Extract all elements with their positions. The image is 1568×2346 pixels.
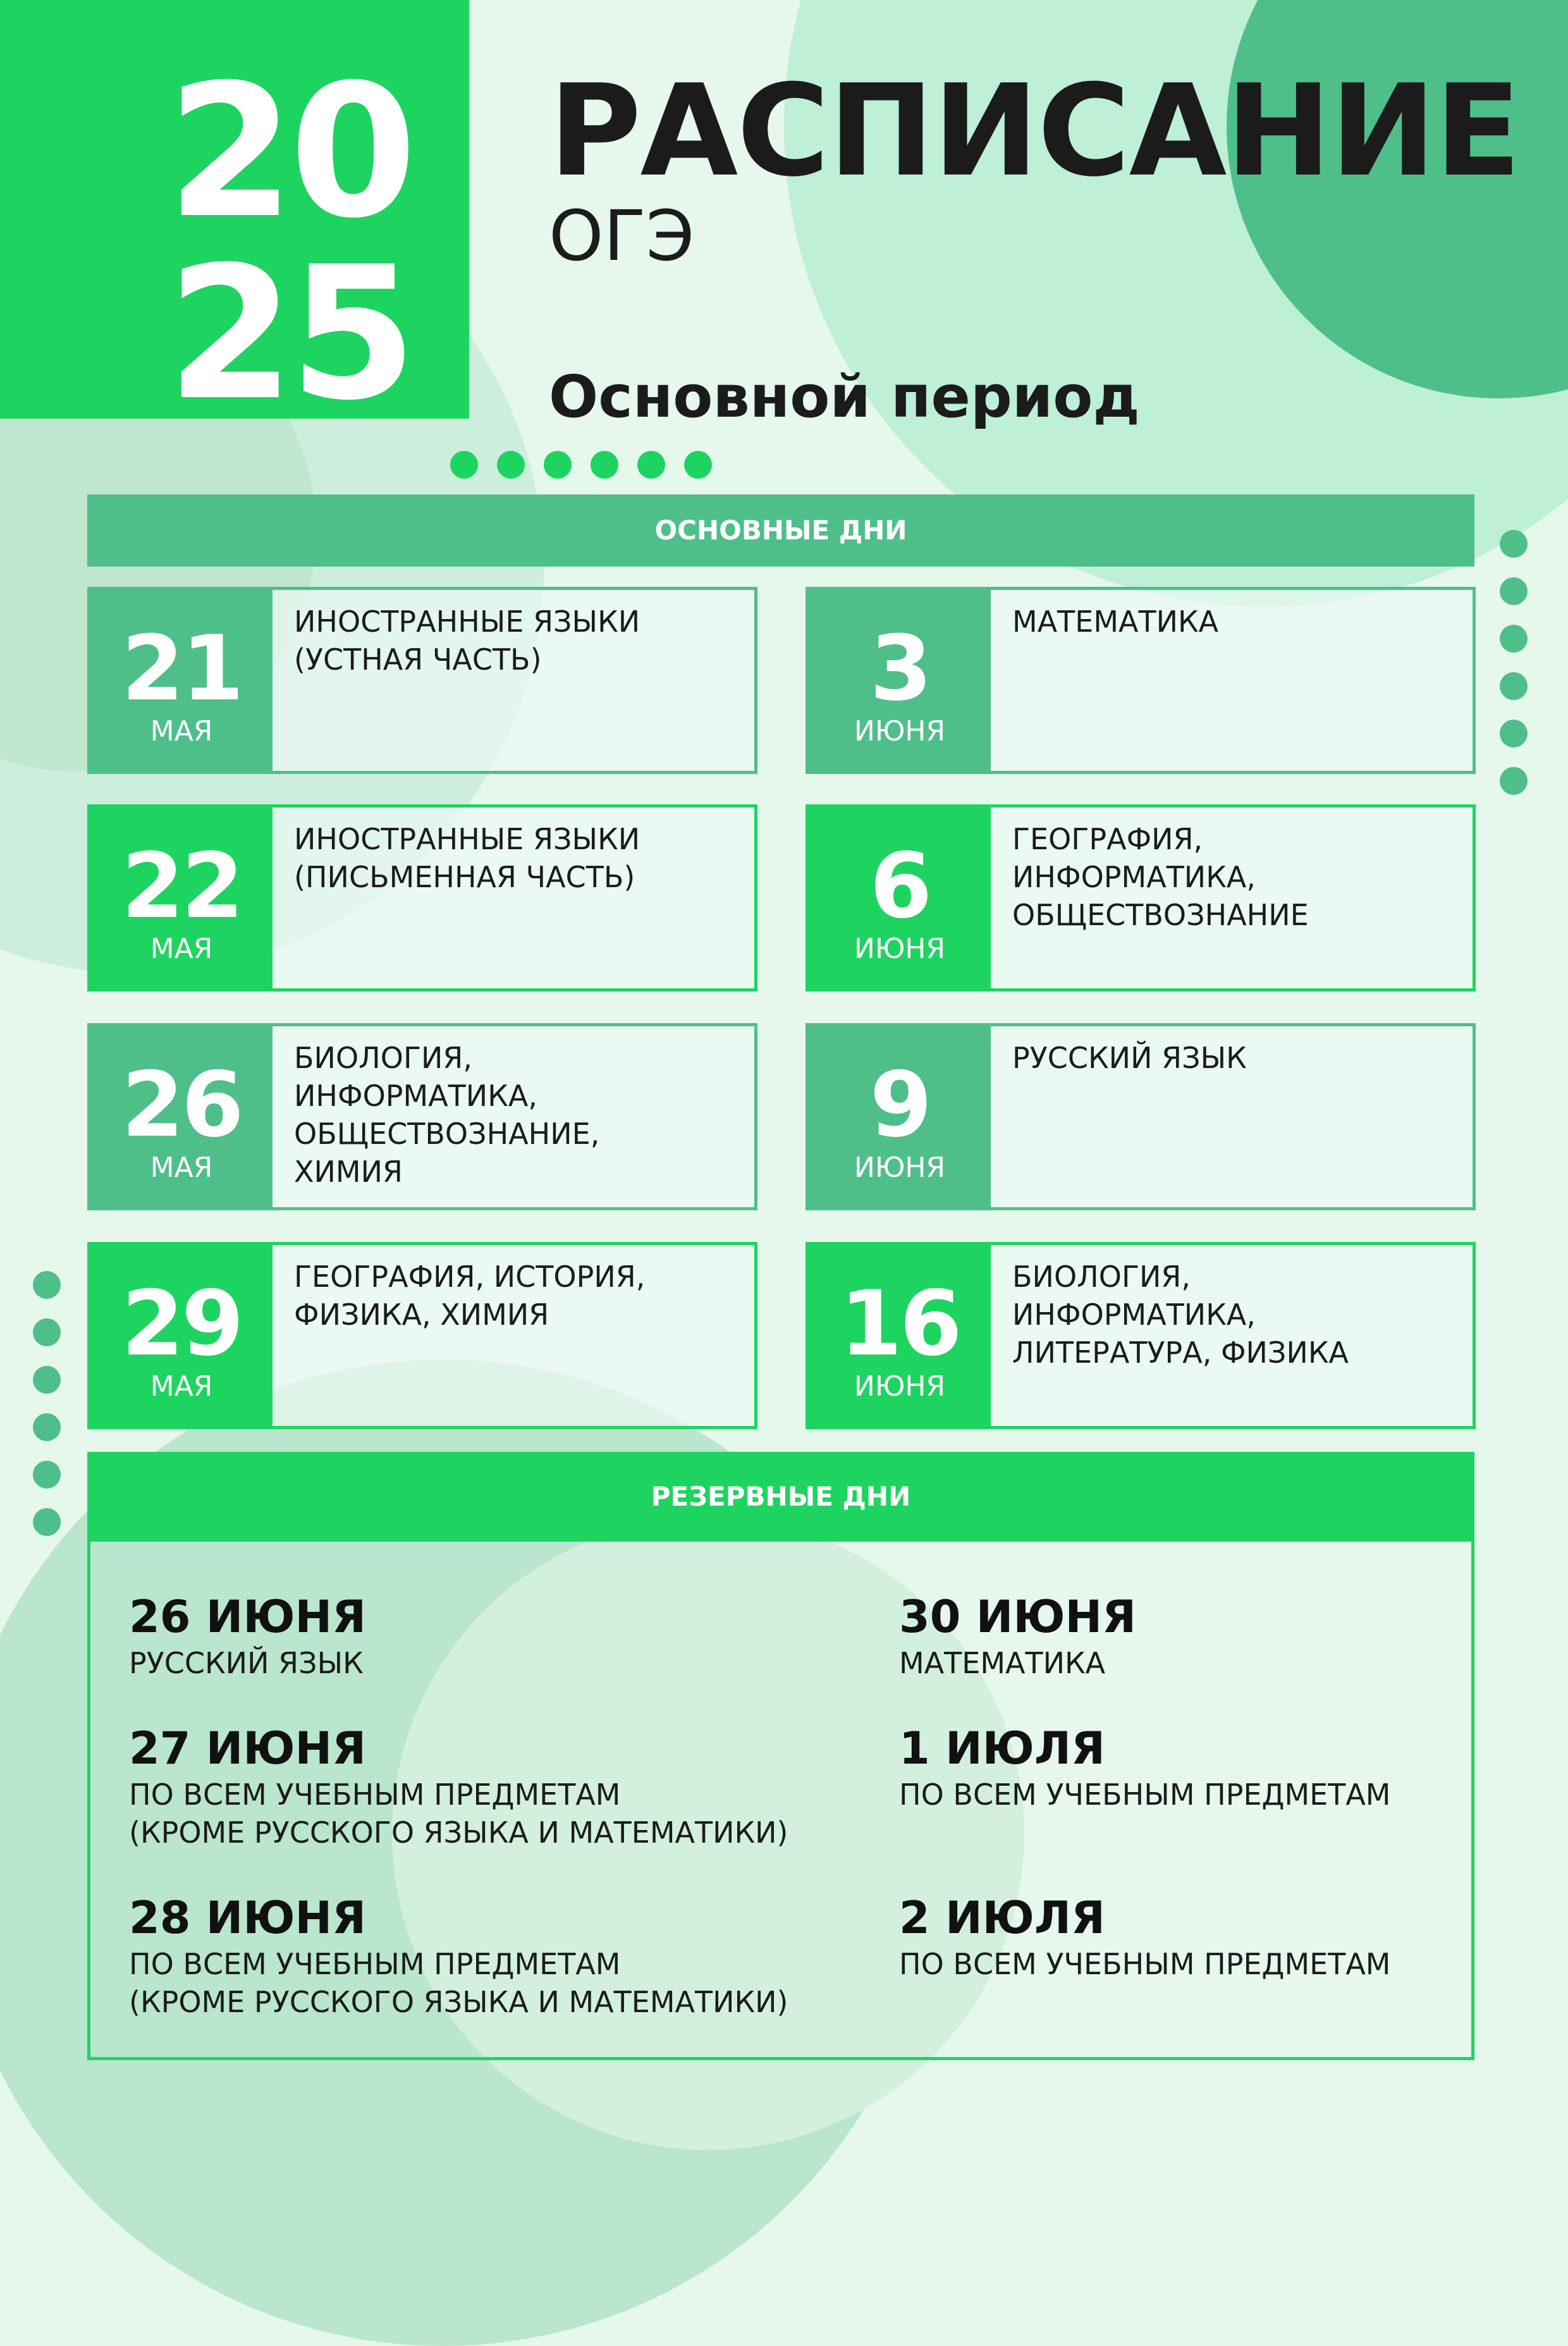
reserve-subjects: МАТЕМАТИКА	[899, 1646, 1106, 1680]
exam-day-card	[87, 804, 757, 992]
reserve-subjects: ПО ВСЕМ УЧЕБНЫМ ПРЕДМЕТАМ (КРОМЕ РУССКОГО ЯЗЫКА И МАТЕМАТИКИ)	[129, 1778, 788, 1850]
decorative-dot	[33, 1366, 61, 1394]
exam-subjects: ГЕОГРАФИЯ, ИСТОРИЯ, ФИЗИКА, ХИМИЯ	[294, 1260, 646, 1332]
reserve-subjects: ПО ВСЕМ УЧЕБНЫМ ПРЕДМЕТАМ (КРОМЕ РУССКОГО ЯЗЫКА И МАТЕМАТИКИ)	[129, 1947, 788, 2019]
reserve-subjects: ПО ВСЕМ УЧЕБНЫМ ПРЕДМЕТАМ	[899, 1778, 1391, 1812]
exam-month: ИЮНЯ	[854, 715, 946, 747]
decorative-dot	[544, 451, 572, 479]
reserve-date: 1 ИЮЛЯ	[899, 1723, 1105, 1774]
exam-day-card	[87, 1242, 757, 1429]
exam-day-number: 22	[121, 834, 242, 938]
decorative-dot	[591, 451, 618, 479]
exam-subjects: РУССКИЙ ЯЗЫК	[1012, 1041, 1247, 1075]
exam-date-block	[809, 808, 991, 988]
reserve-days-heading: РЕЗЕРВНЫЕ ДНИ	[87, 1452, 1474, 1542]
decorative-dot	[33, 1413, 61, 1441]
decorative-dot	[33, 1271, 61, 1299]
decorative-dot	[1500, 530, 1528, 558]
exam-day-number: 9	[869, 1053, 930, 1157]
exam-month: МАЯ	[150, 1370, 213, 1403]
exam-date-block	[809, 590, 991, 771]
exam-day-card	[805, 804, 1476, 992]
decorative-dot	[497, 451, 525, 479]
reserve-subjects: РУССКИЙ ЯЗЫК	[129, 1646, 364, 1680]
decorative-dot	[1500, 577, 1528, 605]
exam-day-card	[87, 587, 757, 774]
decorative-dot	[1500, 625, 1528, 653]
exam-day-card	[87, 1023, 757, 1210]
reserve-date: 27 ИЮНЯ	[129, 1723, 367, 1774]
exam-month: МАЯ	[150, 715, 213, 747]
decorative-dot	[1500, 767, 1528, 795]
reserve-date: 30 ИЮНЯ	[899, 1591, 1137, 1643]
exam-day-number: 16	[840, 1272, 960, 1376]
exam-subjects: БИОЛОГИЯ, ИНФОРМАТИКА, ОБЩЕСТВОЗНАНИЕ, ХИМИЯ	[294, 1041, 600, 1189]
decorative-dot	[1500, 720, 1528, 747]
exam-day-number: 21	[121, 617, 242, 721]
exam-day-number: 3	[869, 617, 930, 721]
exam-day-number: 26	[121, 1053, 242, 1157]
period-heading: Основной период	[549, 363, 1140, 431]
reserve-date: 28 ИЮНЯ	[129, 1892, 367, 1944]
exam-day-number: 29	[121, 1272, 242, 1376]
decorative-dot	[33, 1508, 61, 1536]
decorative-dot	[33, 1461, 61, 1489]
year-top: 20	[167, 46, 412, 259]
exam-subjects: ИНОСТРАННЫЕ ЯЗЫКИ (ПИСЬМЕННАЯ ЧАСТЬ)	[294, 822, 640, 894]
exam-date-block	[90, 590, 273, 771]
exam-date-block	[809, 1245, 991, 1426]
exam-day-card	[805, 1023, 1476, 1210]
page-subtitle: ОГЭ	[549, 195, 695, 276]
exam-month: ИЮНЯ	[854, 933, 946, 965]
decorative-dot	[637, 451, 665, 479]
exam-month: МАЯ	[150, 933, 213, 965]
reserve-subjects: ПО ВСЕМ УЧЕБНЫМ ПРЕДМЕТАМ	[899, 1947, 1391, 1981]
exam-month: МАЯ	[150, 1152, 213, 1184]
exam-date-block	[90, 1026, 273, 1207]
year-bottom: 25	[167, 228, 412, 441]
reserve-date: 2 ИЮЛЯ	[899, 1892, 1105, 1944]
exam-subjects: ИНОСТРАННЫЕ ЯЗЫКИ (УСТНАЯ ЧАСТЬ)	[294, 605, 640, 677]
exam-day-card	[805, 1242, 1476, 1429]
exam-month: ИЮНЯ	[854, 1152, 946, 1184]
exam-day-card	[805, 587, 1476, 774]
exam-subjects: БИОЛОГИЯ, ИНФОРМАТИКА, ЛИТЕРАТУРА, ФИЗИКА	[1012, 1260, 1349, 1370]
exam-day-number: 6	[869, 834, 930, 938]
decorative-dot	[450, 451, 478, 479]
exam-date-block	[90, 808, 273, 988]
decorative-dot	[684, 451, 712, 479]
exam-subjects: ГЕОГРАФИЯ, ИНФОРМАТИКА, ОБЩЕСТВОЗНАНИЕ	[1012, 822, 1309, 932]
page-title: РАСПИСАНИЕ	[549, 58, 1520, 205]
reserve-date: 26 ИЮНЯ	[129, 1591, 367, 1643]
main-days-heading: ОСНОВНЫЕ ДНИ	[87, 494, 1474, 567]
exam-subjects: МАТЕМАТИКА	[1012, 605, 1219, 639]
decorative-dot	[1500, 672, 1528, 700]
decorative-dot	[33, 1318, 61, 1346]
exam-date-block	[809, 1026, 991, 1207]
exam-date-block	[90, 1245, 273, 1426]
exam-month: ИЮНЯ	[854, 1370, 946, 1403]
